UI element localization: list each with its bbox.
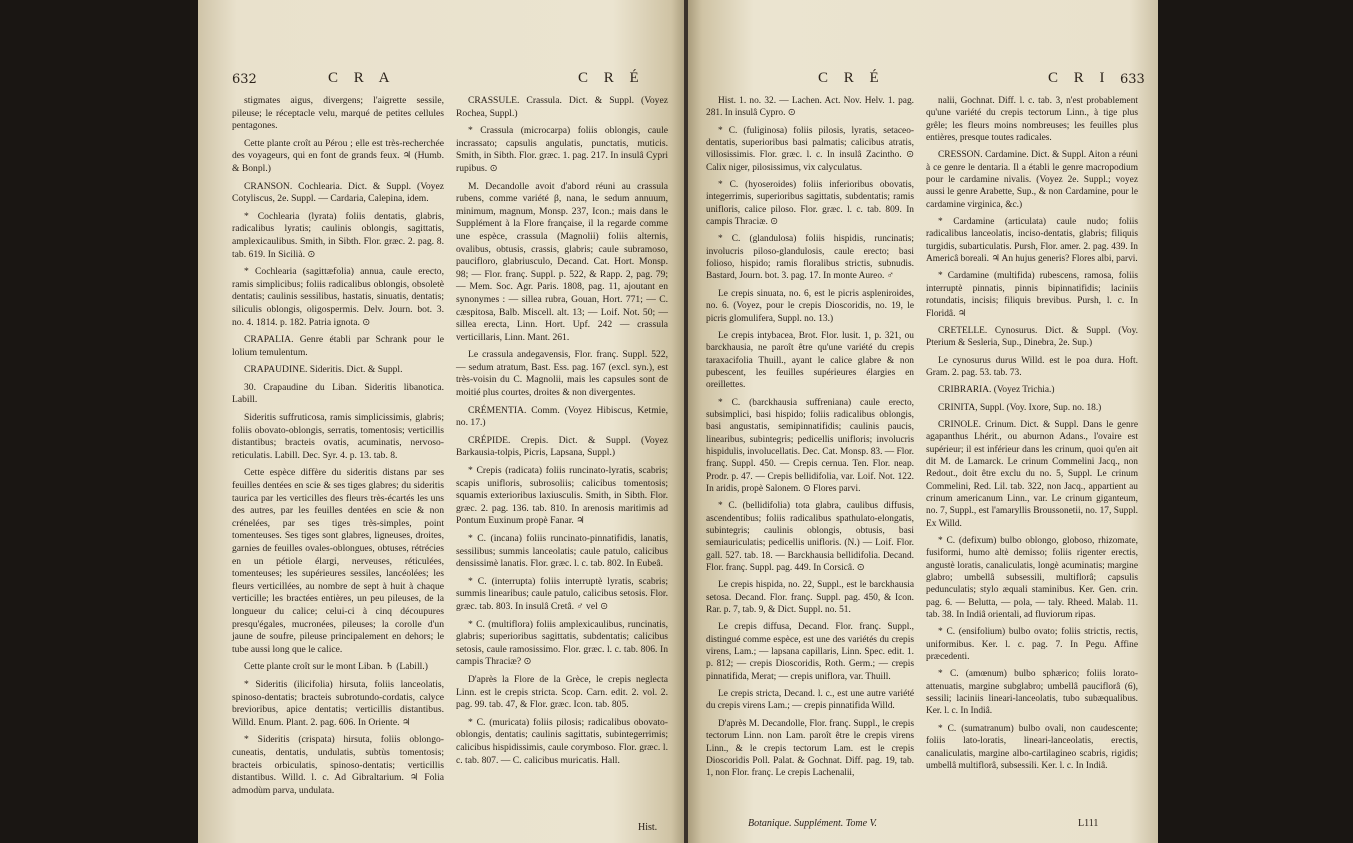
- paragraph: * C. (muricata) foliis pilosis; radicalibus obovato-oblongis, dentatis; caulinis sagittatis, subintegerrimis; calicibus hispidissimis, caule corymboso. Flor. græc. l. c. tab. 807. — C. calicibus muricatis. Hall.: [456, 716, 668, 766]
- paragraph: * C. (interrupta) foliis interruptè lyratis, scabris; summis linearibus; caule patulo, calicibus setosis. Flor. græc. tab. 803. In insulâ Cretâ. ♂ vel ⊙: [456, 575, 668, 612]
- paragraph: Le crepis intybacea, Brot. Flor. lusit. 1, p. 321, ou barckhausia, ne paroît être qu'une variété du crepis taraxacifolia Thuill., ayant le calice glabre & non pubescent, les feuilles supérieures élargies en oreillettes.: [706, 330, 914, 391]
- paragraph: * Sideritis (crispata) hirsuta, foliis oblongo-cuneatis, dentatis, undulatis, subtùs tomentosis; bracteis orbiculatis, spinoso-dentatis; verticillis distantibus. Willd. l. c. Ad Gibraltarium. ♃ Folia admodùm parva, undulata.: [232, 734, 444, 796]
- paragraph: D'après M. Decandolle, Flor. franç. Suppl., le crepis tectorum Linn. non Lam. paroît être le crepis virens Linn., & le crepis tectorum Lam. est le crepis Dioscoridis Poll. Palat. & Gochnat. Diff. pag. 19, tab. 1, non Flor. franç. Le crepis Lachenalii,: [706, 718, 914, 779]
- paragraph: * C. (amœnum) bulbo sphærico; foliis lorato-attenuatis, margine subglabro; umbellâ pauciflorâ (6), sessili; laciniis lineari-lanceolatis, tubo subæqualibus. Ker. l. c. In Indiâ.: [926, 669, 1138, 717]
- paragraph: 30. Crapaudine du Liban. Sideritis libanotica. Labill.: [232, 381, 444, 406]
- paragraph: CRIBRARIA. (Voyez Trichia.): [938, 385, 1055, 396]
- right-header-left: C R É: [818, 70, 885, 86]
- paragraph: Le crepis sinuata, no. 6, est le picris aspleniroides, no. 6. (Voyez, pour le crepis Dioscoridis, no. 19, le picris glomulifera, Suppl. no. 13.): [706, 288, 914, 324]
- paragraph: * C. (ensifolium) bulbo ovato; foliis strictis, rectis, uniformibus. Ker. l. c. pag. 7. In Pegu. Affine præcedenti.: [926, 627, 1138, 663]
- paragraph: * Crepis (radicata) foliis runcinato-lyratis, scabris; scapis unifloris, subrosoliis; calicibus tomentosis; squamis exterioribus laxiusculis. Smith, in Sibth. Flor. græc. 2. pag. 136. tab. 810. In arenosis maritimis ad Pontum Euxinum propè Fanar. ♃: [456, 465, 668, 527]
- paragraph: * C. (sumatranum) bulbo ovali, non caudescente; foliis lato-loratis, lineari-lanceolatis, erectis, canaliculatis, margine albo-cartilagineo scabris, rigidis; umbellâ multiflorâ, subsessili. Ker. l. c. In Indiâ.: [926, 723, 1138, 771]
- paragraph: * Sideritis (ilicifolia) hirsuta, foliis lanceolatis, spinoso-dentatis; bracteis subrotundo-cordatis, calyce brevioribus, apice dentatis; verticillis distantibus. Willd. Enum. Plant. 2. pag. 606. In Oriente. ♃: [232, 678, 444, 728]
- left-page: [198, 0, 686, 843]
- background-left: [0, 0, 198, 843]
- paragraph: Le crepis diffusa, Decand. Flor. franç. Suppl., distingué comme espèce, est une des variétés du crepis virens, Lam.; — lapsana capillaris, Linn. Spec. edit. 1. p. 812; — crepis Dioscoridis, Roth. Germ.; — crepis pinnatifida, Merat; — crepis uniflora, var. Thuill.: [706, 622, 914, 682]
- paragraph: CRINITA, Suppl. (Voy. Ixore, Sup. no. 18.): [938, 402, 1102, 413]
- left-header-right: C R É: [578, 70, 645, 86]
- paragraph: * Cardamine (multifida) rubescens, ramosa, foliis interruptè pinnatis, pinnis bipinnatifidis; laciniis rotundatis, incisis; filiquis brevibus. Pursh, l. c. In Floridâ. ♃: [926, 271, 1138, 319]
- paragraph: * Cochlearia (sagittæfolia) annua, caule erecto, ramis simplicibus; foliis radicalibus oblongis, obsoletè dentatis; caulinis sessilibus, hastatis, sinuatis, dentatis; siliculis oblongis, oligospermis. Delv. Journ. bot. 3. no. 4. 1814. p. 182. Patria ignota. ⊙: [232, 266, 444, 328]
- paragraph: * C. (glandulosa) foliis hispidis, runcinatis; involucris piloso-glandulosis, caule erecto; basi folioso, hispido; ramis floralibus strictis, subnudis. Bastard, Journ. bot. 3. pag. 17. In monte Aureo. ♂: [706, 234, 914, 282]
- left-page-column-2: [456, 95, 668, 772]
- paragraph: * Cochlearia (lyrata) foliis dentatis, glabris, radicalibus lyratis; caulinis oblongis, sagittatis, amplexicaulibus. Smith, in Sibth. Flor. græc. 2. pag. 8. tab. 619. In Sicilià. ⊙: [232, 210, 444, 260]
- paragraph: CRESSON. Cardamine. Dict. & Suppl. Aiton a réuni à ce genre le dentaria. Il a établi le genre macropodium pour le cardamine nivalis. (Voyez 2e. Suppl.; voyez aussi le genre Arabette, Sup., & non Cardamine, pour le cardamine virginica, &c.): [926, 150, 1138, 210]
- paragraph: Hist. 1. no. 32. — Lachen. Act. Nov. Helv. 1. pag. 281. In insulâ Cypro. ⊙: [706, 96, 914, 119]
- paragraph: * C. (hyoseroides) foliis inferioribus obovatis, integerrimis, superioribus sagittatis, subdentatis; ramis unifloris, calice piloso. Flor. græc. l. c. tab. 809. In campis Thraciæ. ⊙: [706, 180, 914, 228]
- paragraph: * C. (incana) foliis runcinato-pinnatifidis, lanatis, sessilibus; summis lanceolatis; caule patulo, calicibus densissimè lanatis. Flor. græc. l. c. tab. 802. In Eubeâ.: [456, 533, 668, 570]
- left-header-left: C R A: [328, 70, 396, 86]
- paragraph: Le crepis hispida, no. 22, Suppl., est le barckhausia setosa. Decand. Flor. franç. Suppl. pag. 450, & Icon. Rar. p. 7, tab. 9, & Dict. Suppl. no. 51.: [706, 580, 914, 616]
- paragraph: Cette espèce diffère du sideritis distans par ses feuilles dentées en scie & ses tiges glabres; du sideritis taurica par les verticilles des fleurs très-écartés les uns des autres, par les feuilles dentées en scie & non crénelées, par ses tiges très-simples, point tomenteuses. Ses tiges sont glabres, ligneuses, droites, garnies de feuilles ovales-oblongues, obtuses, rétrécies en un pétiole élargi, nerveuses, réticulées, tomenteuses; les supérieures sessiles, lancéolées; les fleurs verticillées, au nombre de sept à huit à chaque verticille; les bractées entières, un peu pileuses, de la longueur du calice; celui-ci à cinq découpures presqu'égales, mucronées, pileuses; la corolle d'un jaune de soufre, pileuse principalement en dehors; le tube aussi long que le calice.: [232, 467, 444, 655]
- paragraph: * C. (bellidifolia) tota glabra, caulibus diffusis, ascendentibus; foliis radicalibus spathulato-elongatis, subintegris; caulinis oblongis, obtusis, basi semiauriculatis; pedicellis unifloris. (N.) — Loif. Flor. gall. 527. tab. 18. — Barckhausia bellidifolia. Decand. Flor. franç. Suppl. pag. 449. In Corsicâ. ⊙: [706, 501, 914, 574]
- paragraph: CRANSON. Cochlearia. Dict. & Suppl. (Voyez Cotyliscus, 2e. Suppl. — Cardaria, Calepina, idem.: [232, 180, 444, 205]
- right-page-column-2: [926, 95, 1138, 777]
- paragraph: * C. (multiflora) foliis amplexicaulibus, runcinatis, glabris; superioribus sagittatis, subdentatis; calicibus setosis, caule ramosissimo. Flor. græc. l. c. tab. 806. In campis Thraciæ? ⊙: [456, 618, 668, 668]
- paragraph: * Cardamine (articulata) caule nudo; foliis radicalibus lanceolatis, inciso-dentatis, glabris; filiquis turgidis, subarticulatis. Pursh, Flor. amer. 2. pag. 439. In Americâ boreali. ♃ An hujus generis? Flores albi, parvi.: [926, 217, 1138, 265]
- right-footer: Botanique. Supplément. Tome V.: [748, 818, 877, 829]
- background-right: [1158, 0, 1353, 843]
- paragraph: nalii, Gochnat. Diff. l. c. tab. 3, n'est probablement qu'une variété du crepis tectorum Linn., à tige plus grêle; les fleurs moins nombreuses; les feuilles plus entières, presque toutes radicales.: [926, 96, 1138, 144]
- paragraph: Cette plante croît sur le mont Liban. ♄ (Labill.): [244, 661, 428, 673]
- paragraph: CRAPALIA. Genre établi par Schrank pour le lolium temulentum.: [232, 334, 444, 358]
- paragraph: Sideritis suffruticosa, ramis simplicissimis, glabris; foliis obovato-oblongis, serratis, tomentosis; verticillis distantibus; bracteis ovatis, acuminatis, nervoso-reticulatis. Labill. Dec. Syr. 4. p. 13. tab. 8.: [232, 412, 444, 461]
- paragraph: Le crassula andegavensis, Flor. franç. Suppl. 522, — sedum atratum, Bast. Ess. pag. 167 (excl. syn.), est très-voisin du C. Magnolii, mais les capsules sont de moitié plus courtes, droites & non divergentes.: [456, 349, 668, 399]
- paragraph: CRAPAUDINE. Sideritis. Dict. & Suppl.: [244, 364, 403, 376]
- right-signature: L111: [1078, 818, 1099, 829]
- left-page-column-1: [232, 95, 444, 802]
- left-catchword: Hist.: [638, 822, 658, 833]
- paragraph: Cette plante croît au Pérou ; elle est très-recherchée des voyageurs, qui en font de grands feux. ♃ (Humb. & Bonpl.): [232, 137, 444, 174]
- paragraph: Le crepis stricta, Decand. l. c., est une autre variété du crepis virens Lam.; — crepis pinnatifida Willd.: [706, 689, 914, 712]
- right-page-column-1: [706, 95, 914, 785]
- paragraph: * C. (barckhausia suffreniana) caule erecto, subsimplici, basi hispido; foliis radicalibus oblongis, basi angustatis, semipinnatifidis; caulinis paucis, linearibus, subintegris; pedicellis unifloris; involucris hispidulis, involucellatis. Dec. Cat. Monsp. 83. — Flor. franç. Suppl. 450. — Crepis cernua. Ten. Flor. neap. Prodr. p. 47. — Crepis bellidifolia, var. Loif. Not. 122. In aridis, propè Salonem. ⊙ Flores parvi.: [706, 397, 914, 494]
- paragraph: CRINOLE. Crinum. Dict. & Suppl. Dans le genre agapanthus Lhérit., ou aburnon Adans., l'ovaire est supérieur; il est inférieur dans les crinum, quoi qu'en ait dit M. de Lamarck. Le crinum Commelini Jacq., non Redout., doit être exclu du no. 5, Suppl. Le crinum Commelini, Red. Lil. tab. 322, non Jacq., appartient au crinum americanum Linn., var. Le crinum giganteum, no. 7, Suppl., est l'amaryllis Broussonetii, no. 17, Suppl. Ex Willd.: [926, 419, 1138, 529]
- left-page-number: 632: [232, 72, 257, 87]
- paragraph: CRETELLE. Cynosurus. Dict. & Suppl. (Voy. Pterium & Sesleria, Sup., Dinebra, 2e. Sup.): [926, 325, 1138, 349]
- right-header-right: C R I: [1048, 70, 1111, 86]
- paragraph: M. Decandolle avoit d'abord réuni au crassula rubens, comme variété β, nana, le sedum annuum, minimum, magnum, Monsp. 237, Icon.; mais dans le Supplément à la Flore française, il la regarde comme une espèce, crassula (Magnolii) foliis alternis, ovalibus, obtusis, crassis, glabris; caule subramoso, paucifloro, glabriusculo, Decand. Cat. Hort. Monsp. 98; — Flor. franç. Suppl. p. 522, & Rapp. 2, pag. 79; — Mem. Soc. Agr. Paris. 1808, pag. 11, ajoutant en synonymes : — sillea rubra, Gouan, Hort. 771; — C. cæspitosa, Balb. Miscell. alt. 13; — Loif. Not. 50; — sillea erecta, Linn. Hort. Upf. 242 — crassula verticillaris, Linn. Mant. 261.: [456, 180, 668, 343]
- right-page-number: 633: [1120, 72, 1145, 87]
- paragraph: * C. (defixum) bulbo oblongo, globoso, rhizomate, fusiformi, humo altè demisso; foliis rigenter erectis, angustè loratis, canaliculatis, longè acuminatis; margine glabro; umbellâ subsessili, multiflorâ; capsulis pedunculatis; stylo æquali staminibus. Ker. Gen. crin. pag. 6. — Belutta, — pola, — taly. Rheed. Malab. 11. tab. 38. In Indiâ orientali, ad fluviorum ripas.: [926, 536, 1138, 621]
- paragraph: Le cynosurus durus Willd. est le poa dura. Hoft. Gram. 2. pag. 53. tab. 73.: [926, 355, 1138, 378]
- right-page: [688, 0, 1158, 843]
- paragraph: stigmates aigus, divergens; l'aigrette sessile, pileuse; le réceptacle velu, marqué de petites cellules pentagones.: [232, 95, 444, 132]
- paragraph: * C. (fuliginosa) foliis pilosis, lyratis, setaceo-dentatis, superioribus basi palmatis; calicibus atratis, villosissimis. Flor. græc. l. c. In insulâ Zacintho. ⊙ Calix niger, pilosissimus, vix calyculatus.: [706, 125, 914, 173]
- paragraph: D'après la Flore de la Grèce, le crepis neglecta Linn. est le crepis stricta. Scop. Carn. edit. 2. vol. 2. pag. 99. tab. 47, & Flor. græc. Icon. tab. 805.: [456, 673, 668, 711]
- paragraph: CRÉPIDE. Crepis. Dict. & Suppl. (Voyez Barkausia-tolpis, Picris, Lapsana, Suppl.): [456, 434, 668, 459]
- paragraph: CRASSULE. Crassula. Dict. & Suppl. (Voyez Rochea, Suppl.): [456, 95, 668, 119]
- paragraph: * Crassula (microcarpa) foliis oblongis, caule incrassato; capsulis angulatis, punctatis, muticis. Smith, in Sibth. Flor. græc. 1. pag. 217. In insulâ Cypri rupibus. ⊙: [456, 125, 668, 174]
- paragraph: CRÉMENTIA. Comm. (Voyez Hibiscus, Ketmie, no. 17.): [456, 404, 668, 429]
